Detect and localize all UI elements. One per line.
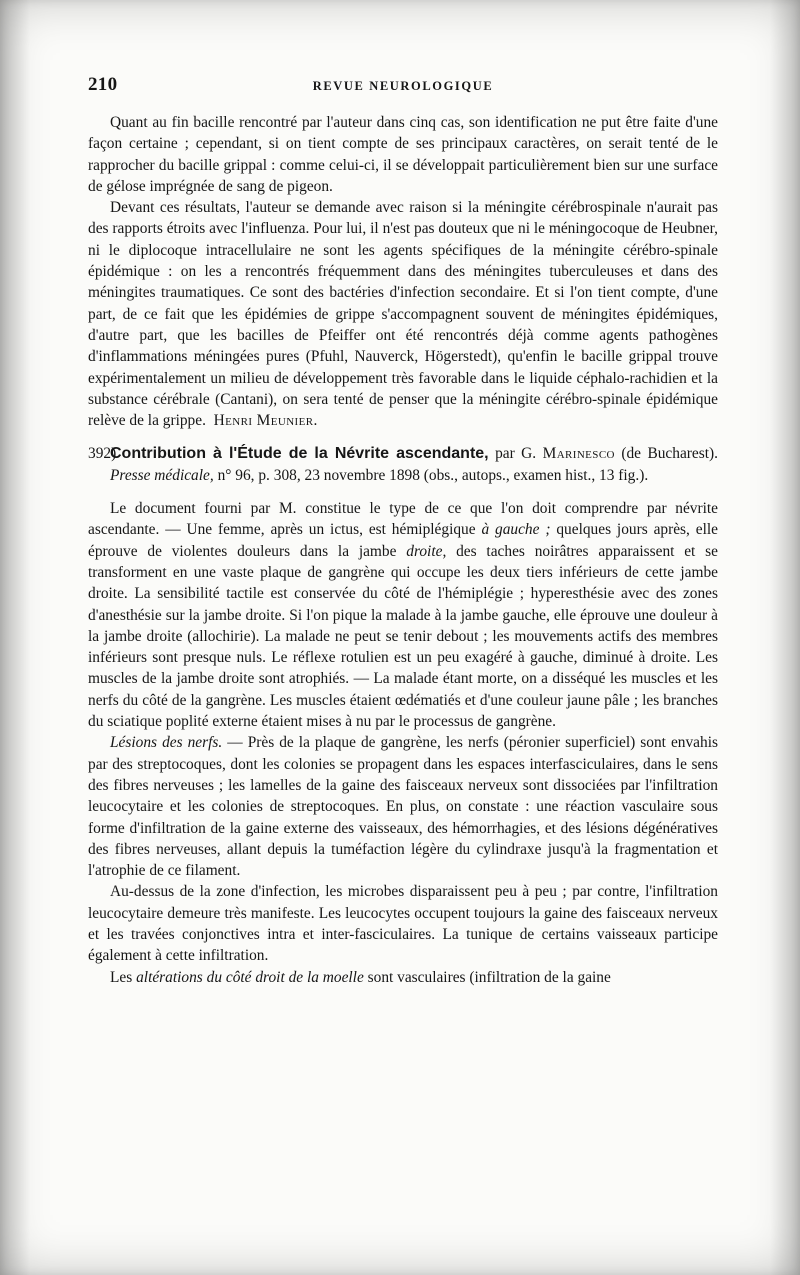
paragraph-text: Quant au fin bacille rencontré par l'auteur dans cinq cas, son identification ne put être faite d'une façon certaine ; cependant, si on tient compte de ses principaux caractères, on serait tenté de le rapprocher du bacille grippal : comme celui-ci, il se développait particulièrement bien sur une surface de gélose imprégnée de sang de pigeon.	[88, 114, 718, 195]
paragraph-infection	[88, 881, 718, 966]
paragraph-text: — Près de la plaque de gangrène, les nerfs (péronier superficiel) sont envahis par des streptocoques, dont les colonies se propagent dans les espaces interfasciculaires, dans le sens des fibres nerveuses ; les lamelles de la gaine des faisceaux nerveux sont dissociées par l'infiltration leucocytaire et les colonies de streptocoques. En plus, on constate : une réaction vasculaire sous forme d'infiltration de la gaine externe des vaisseaux, des hémorrhagies, et des lésions dégénératives des fibres nerveuses, allant depuis la tuméfaction légère du cylindraxe jusqu'à la fragmentation et l'atrophie de ce filament.	[88, 734, 718, 880]
paragraph-lesions-nerfs	[88, 732, 718, 881]
entry-body	[110, 443, 718, 486]
page-edge-shadow-left	[0, 0, 30, 1275]
entry-par: par G.	[495, 445, 537, 463]
body-text	[88, 112, 718, 988]
entry-author: Marinesco	[542, 445, 615, 463]
page-edge-shadow-right	[770, 0, 800, 1275]
paragraph-text: sont vasculaires (infiltration de la gaine	[367, 968, 611, 986]
paragraph-text: Les	[110, 968, 133, 986]
paragraph-text: Devant ces résultats, l'auteur se demande avec raison si la méningite cérébrospinale n'aurait pas des rapports étroits avec l'influenza. Pour lui, il n'est pas douteux que ni le méningocoque de Heubner, ni le diplocoque intracellulaire ne sont les agents spécifiques de la méningite cérébro-spinale épidémique : on les a rencontrés fréquemment dans des méningites tuberculeuses et dans des méningites traumatiques. Ce sont des bactéries d'infection secondaire. Et si l'on tient compte, d'une part, de ce fait que les épidémies de grippe s'accompagnent souvent de méningites épidémiques, d'autre part, que les bacilles de Pfeiffer ont été rencontrés déjà comme agents pathogènes d'inflammations méningées pures (Pfuhl, Nauverck, Högerstedt), qu'enfin le bacille grippal trouve expérimentalement un milieu de développement très favorable dans le liquide céphalo-rachidien et la substance cérébrale (Cantani), on sera tenté de penser que la méningite cérébro-spinale épidémique relève de la grippe.	[88, 199, 718, 430]
signature: Henri Meunier.	[213, 412, 318, 430]
paragraph-document	[88, 498, 718, 732]
entry-details: n° 96, p. 308, 23 novembre 1898 (obs., autops., examen hist., 13 fig.).	[217, 466, 649, 484]
page-number: 210	[88, 74, 118, 95]
italic-text: à gauche ;	[481, 521, 551, 539]
page-header	[88, 74, 718, 100]
bibliographic-entry	[88, 443, 718, 486]
italic-text: droite,	[406, 542, 447, 560]
entry-journal: Presse médicale,	[110, 466, 214, 484]
entry-place: (de Bucharest).	[621, 445, 718, 463]
running-title: REVUE NEUROLOGIQUE	[312, 79, 494, 93]
section-label: Lésions des nerfs.	[110, 734, 223, 752]
paragraph-text: Au-dessus de la zone d'infection, les microbes disparaissent peu à peu ; par contre, l'infiltration leucocytaire demeure très manifeste. Les leucocytes occupent toujours la gaine des faisceaux nerveux et les travées conjonctives intra et inter-fasciculaires. La tunique de certains vaisseaux participe également à cette infiltration.	[88, 883, 718, 965]
paragraph-text: Le document fourni par M. constitue le type de ce que l'on doit comprendre par névrite ascendante. — Une femme, après un ictus, est hémiplégique	[88, 500, 718, 539]
paragraph-text: quelques jours après, elle éprouve de violentes douleurs dans la jambe	[88, 521, 718, 560]
paragraph-text: des taches noirâtres apparaissent et se transforment en une vaste plaque de gangrène qui occupe les deux tiers inférieurs de cette jambe droite. La sensibilité tactile est conservée du côté de l'hémiplégie ; hyperesthésie avec des zones d'anesthésie sur la jambe droite. Si l'on pique la malade à la jambe gauche, elle éprouve une douleur à la jambe droite (allochirie). La malade ne peut se tenir debout ; les mouvements actifs des membres inférieurs sont presque nuls. Le réflexe rotulien est un peu exagéré à gauche, diminué à droite. Les muscles de la jambe droite sont atrophiés. — La malade étant morte, on a disséqué les muscles et les nerfs du côté de la gangrène. Les muscles étaient œdématiés et d'une couleur jaune pâle ; les branches du sciatique poplité externe étaient mises à nu par le processus de gangrène.	[88, 542, 718, 731]
paragraph-bacille	[88, 112, 718, 197]
entry-number: 392)	[88, 445, 117, 463]
italic-text: altérations du côté droit de la moelle	[136, 968, 364, 986]
paragraph-meningite	[88, 197, 718, 431]
paragraph-alterations	[88, 967, 718, 988]
entry-title: Contribution à l'Étude de la Névrite ascendante,	[110, 445, 489, 463]
